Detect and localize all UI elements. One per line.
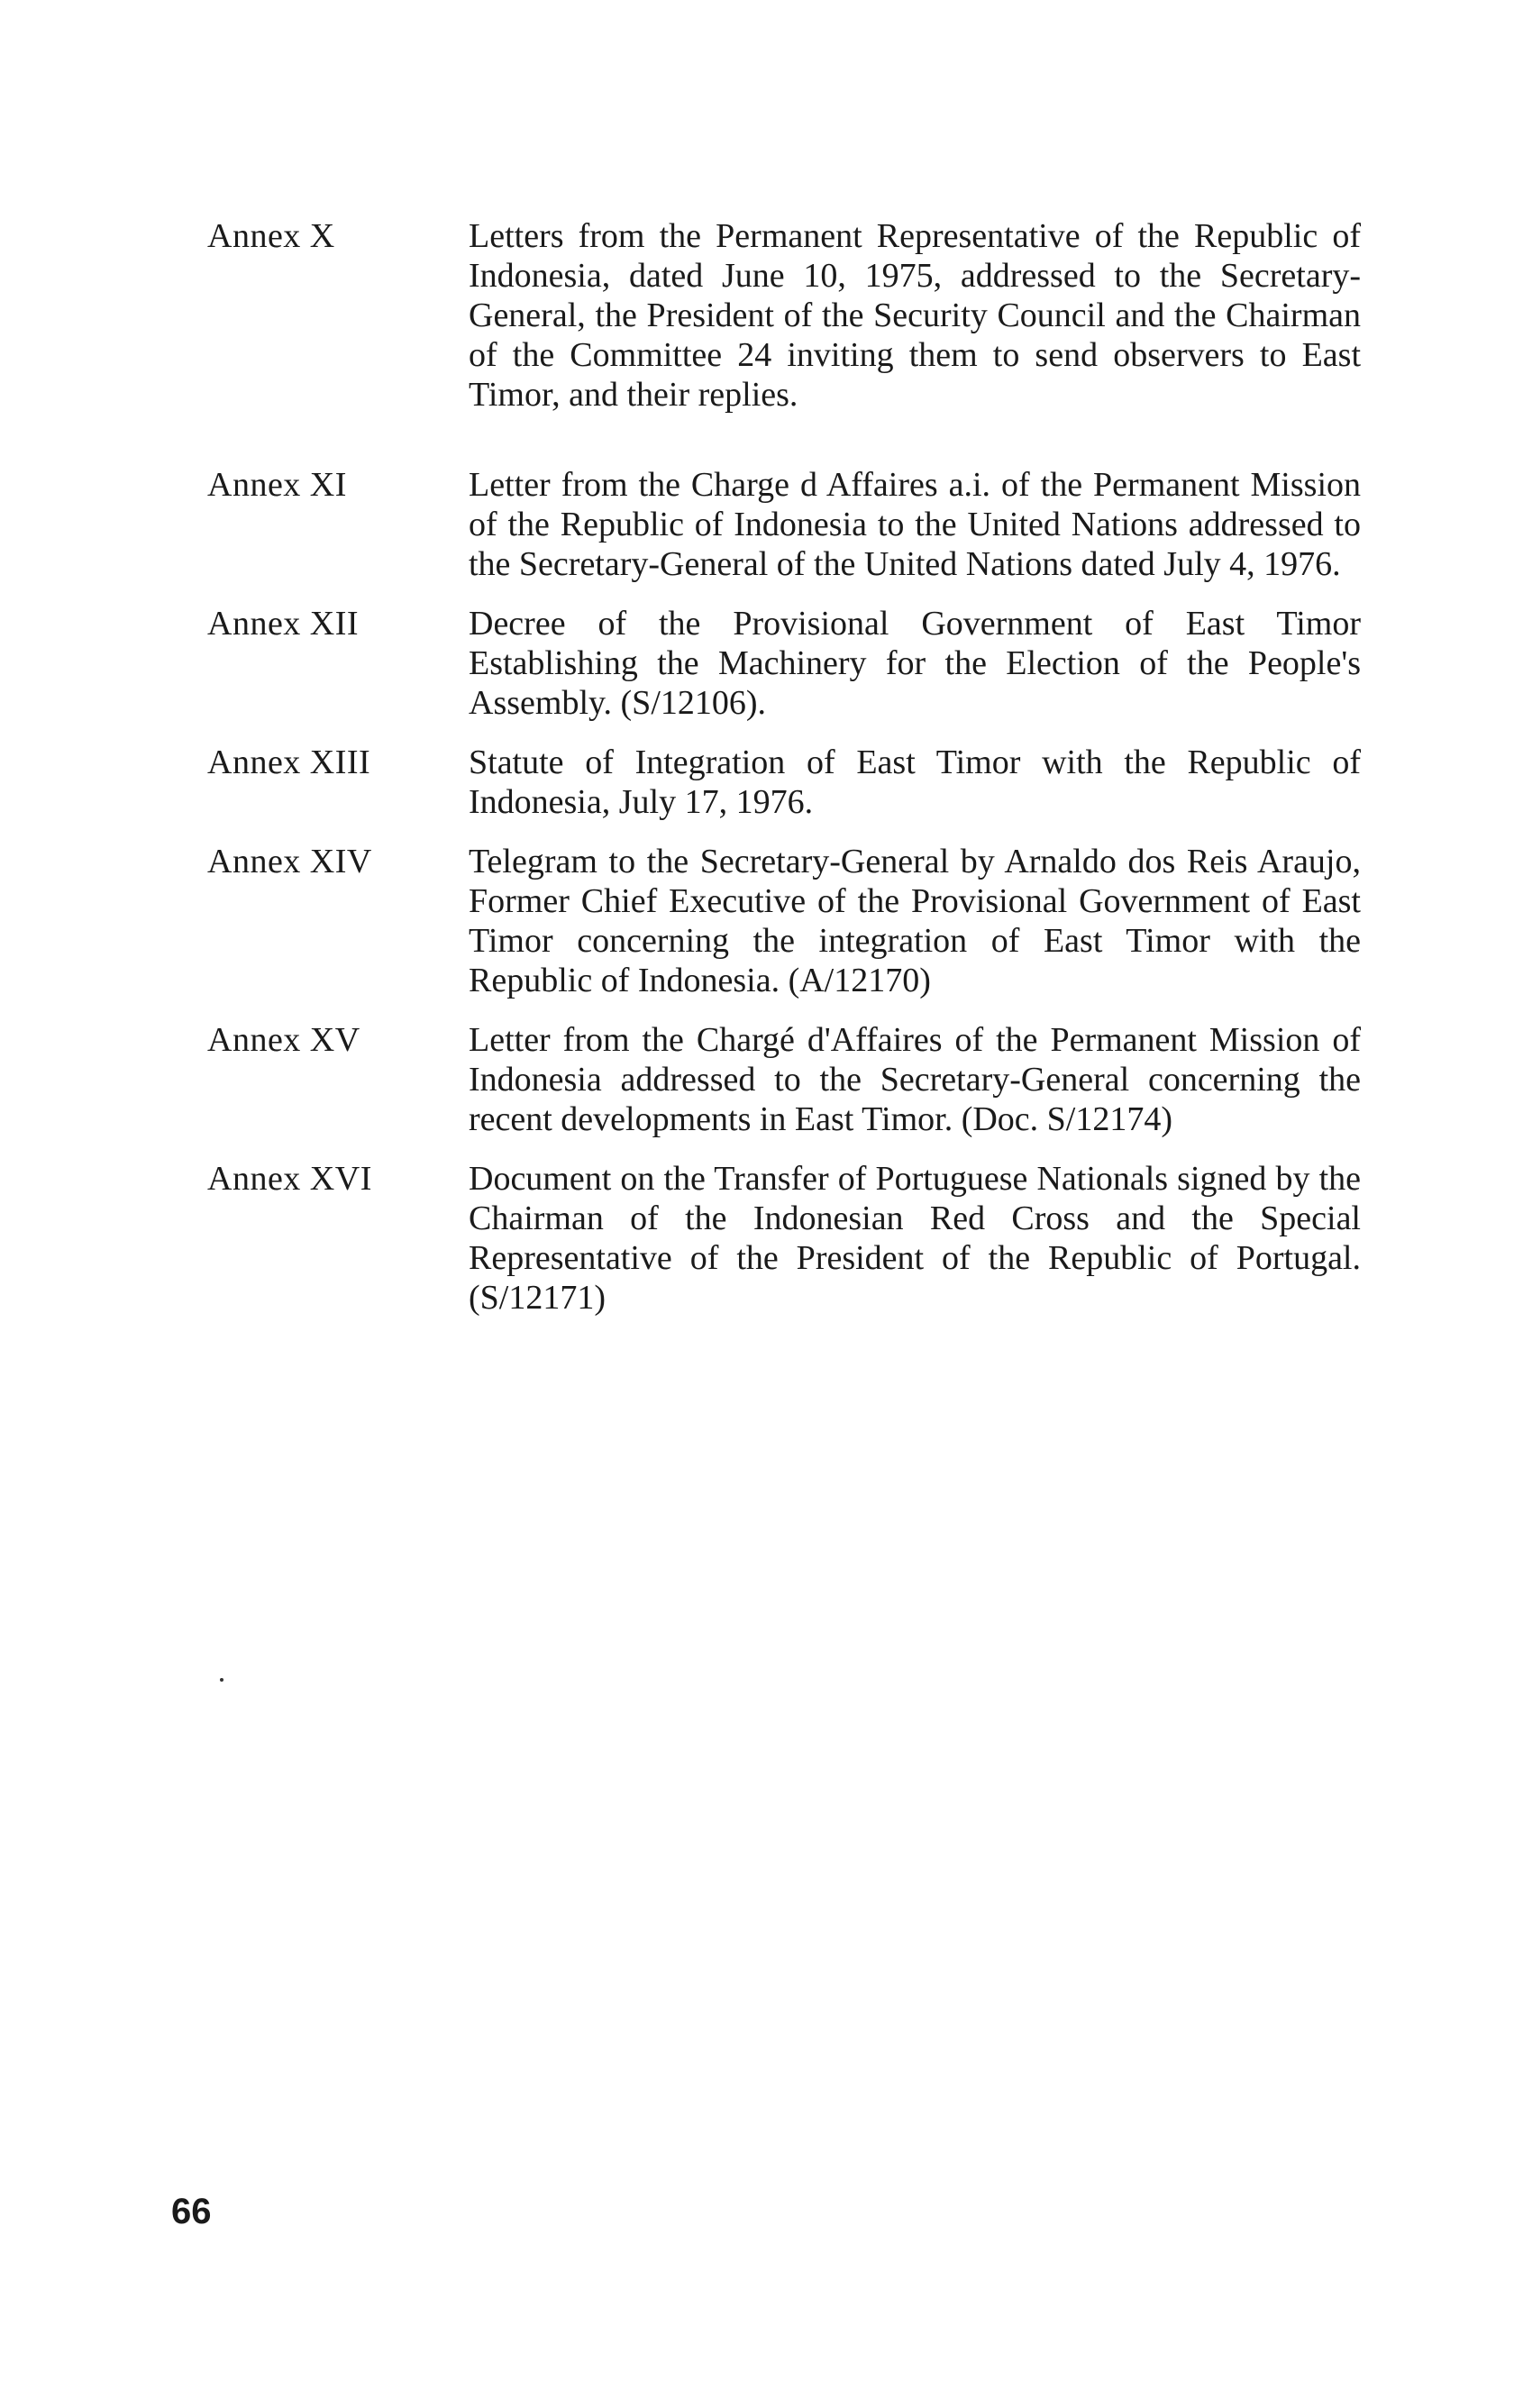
annex-description: Letter from the Chargé d'Affaires of the Permanent Mission of Indonesia addressed to the Secretary-General concerning the recent developments in East Timor. (Doc. S/12174) <box>469 1021 1361 1138</box>
annex-list <box>180 216 1370 1318</box>
scan-speck <box>220 1678 223 1682</box>
annex-label: Annex XVI <box>207 1160 372 1198</box>
annex-label: Annex XIII <box>207 743 371 781</box>
annex-entry <box>180 1159 1370 1318</box>
annex-description: Telegram to the Secretary-General by Arnaldo dos Reis Araujo, Former Chief Executive of the Provisional Government of East Timor concerning the integration of East Timor with the Republic of Indonesia. (A/12170) <box>469 843 1361 999</box>
annex-entry <box>180 1020 1370 1139</box>
annex-description: Letter from the Charge d Affaires a.i. of the Permanent Mission of the Republic of Indonesia to the United Nations addressed to the Secretary-General of the United Nations dated July 4, 1976. <box>469 466 1361 583</box>
page-number: 66 <box>171 2192 212 2231</box>
annex-entry <box>180 743 1370 822</box>
annex-description: Decree of the Provisional Government of East Timor Establishing the Machinery for the Election of the People's Assembly. (S/12106). <box>469 605 1361 722</box>
annex-entry <box>180 604 1370 723</box>
annex-entry <box>180 465 1370 584</box>
annex-label: Annex X <box>207 217 335 255</box>
annex-label: Annex XI <box>207 466 347 504</box>
annex-entry <box>180 216 1370 415</box>
annex-entry <box>180 842 1370 1000</box>
annex-label: Annex XIV <box>207 843 372 880</box>
annex-label: Annex XV <box>207 1021 360 1059</box>
annex-description: Document on the Transfer of Portuguese Nationals signed by the Chairman of the Indonesian Red Cross and the Special Representative of the President of the Republic of Portugal. (S/12171) <box>469 1160 1361 1317</box>
annex-description: Letters from the Permanent Representative of the Republic of Indonesia, dated June 10, 1975, addressed to the Secretary-General, the President of the Security Council and the Chairman of the Committee 24 inviting them to send observers to East Timor, and their replies. <box>469 217 1361 414</box>
annex-label: Annex XII <box>207 605 360 643</box>
annex-description: Statute of Integration of East Timor with the Republic of Indonesia, July 17, 1976. <box>469 743 1361 821</box>
